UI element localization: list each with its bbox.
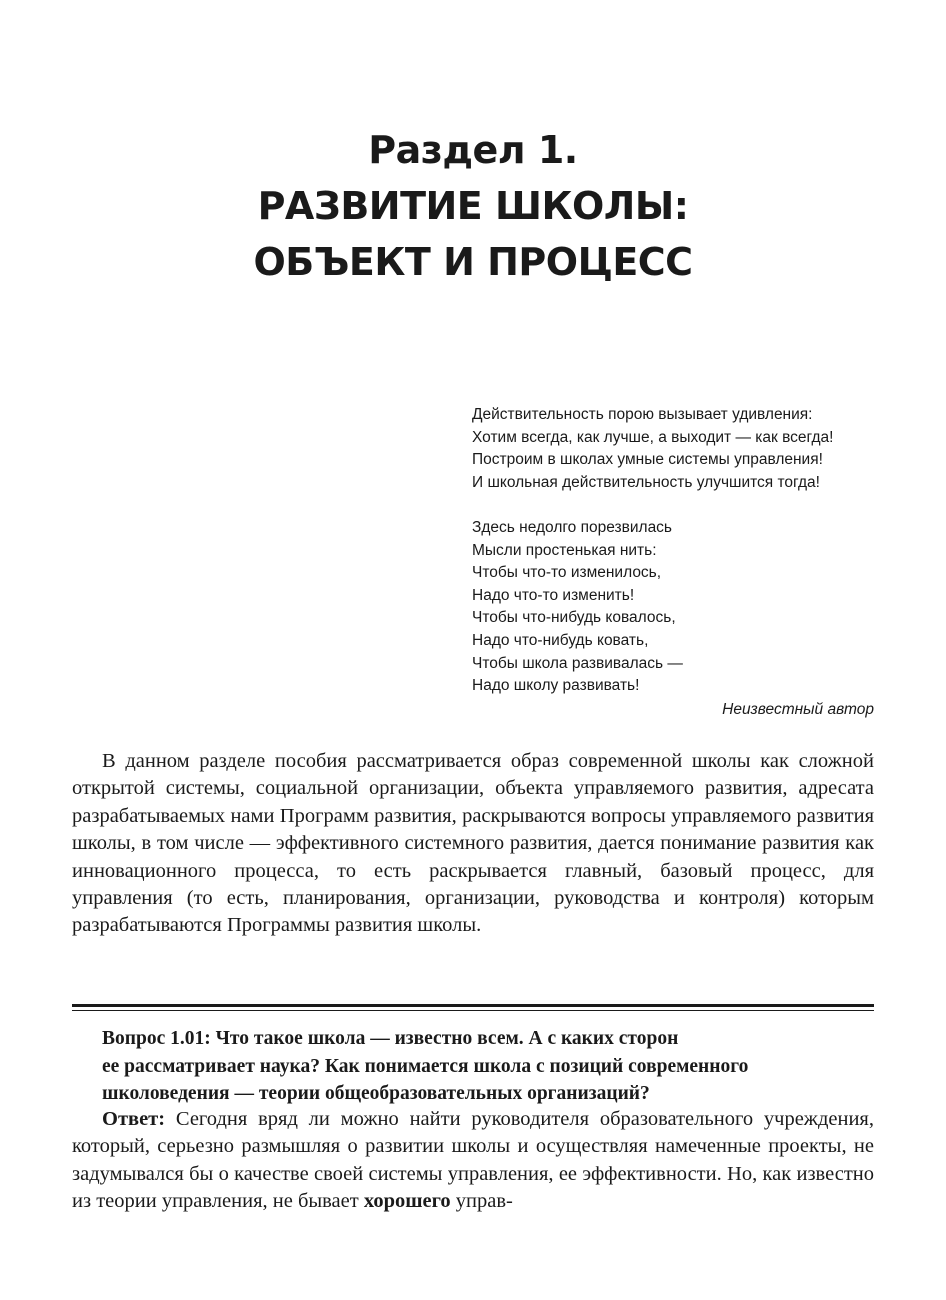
epigraph-line: Чтобы школа развивалась — bbox=[472, 654, 683, 672]
answer-paragraph bbox=[72, 1106, 874, 1216]
answer-tail: управ- bbox=[450, 1190, 513, 1213]
epigraph-line: Надо что-то изменить! bbox=[472, 586, 635, 604]
epigraph-line: Надо что-нибудь ковать, bbox=[472, 631, 649, 649]
question-line: школоведения — теории общеобразовательных организаций? bbox=[102, 1083, 650, 1104]
epigraph-line: Надо школу развивать! bbox=[472, 677, 640, 695]
stanza-gap bbox=[472, 494, 874, 517]
epigraph-line: Здесь недолго порезвилась bbox=[472, 518, 673, 536]
question-line: ее рассматривает наука? Как понимается школа с позиций современного bbox=[102, 1055, 749, 1077]
epigraph-line: И школьная действительность улучшится тогда! bbox=[472, 473, 820, 491]
section-heading-line-1: РАЗВИТИЕ ШКОЛЫ: bbox=[257, 184, 689, 228]
answer-text: Сегодня вряд ли можно найти руководителя образовательного учреждения, который, серьезно размышляя о развитии школы и осуществляя намеченные проекты, не задумывался бы о качестве своей системы управления, ее эффективности. Но, как известно из теории управления, не бывает bbox=[72, 1108, 874, 1213]
epigraph-line: Чтобы что-нибудь ковалось, bbox=[472, 609, 676, 627]
epigraph-author: Неизвестный автор bbox=[722, 700, 874, 718]
epigraph-line: Хотим всегда, как лучше, а выходит — как всегда! bbox=[472, 428, 834, 446]
epigraph-line: Построим в школах умные системы управления! bbox=[472, 451, 823, 469]
intro-paragraph: В данном разделе пособия рассматривается образ современной школы как сложной открытой системы, социальной организации, объекта управляемого развития, адресата разрабатываемых нами Программ развития, раскрываются вопросы управляемого развития школы, в том числе — эффективного системного развития, дается понимание развития как инновационного процесса, то есть раскрывается главный, базовый процесс, для управления (то есть, планирования, организации, руководства и контроля) которым разрабатываются Программы развития школы. bbox=[72, 750, 874, 937]
epigraph-line: Чтобы что-то изменилось, bbox=[472, 564, 662, 582]
answer-label: Ответ: bbox=[102, 1108, 166, 1130]
section-number: Раздел 1. bbox=[368, 128, 578, 172]
divider-thick bbox=[72, 1004, 874, 1007]
epigraph-line: Мысли простенькая нить: bbox=[472, 541, 657, 559]
section-heading-line-2: ОБЪЕКТ И ПРОЦЕСС bbox=[253, 240, 693, 284]
answer-emphasis: хорошего bbox=[363, 1190, 451, 1213]
divider-thin bbox=[72, 1010, 874, 1011]
epigraph bbox=[472, 404, 874, 721]
section-title bbox=[0, 122, 946, 290]
question-line: Вопрос 1.01: Что такое школа — известно всем. А с каких сторон bbox=[102, 1028, 679, 1049]
epigraph-line: Действительность порою вызывает удивления: bbox=[472, 406, 813, 423]
question-block bbox=[102, 1025, 874, 1108]
